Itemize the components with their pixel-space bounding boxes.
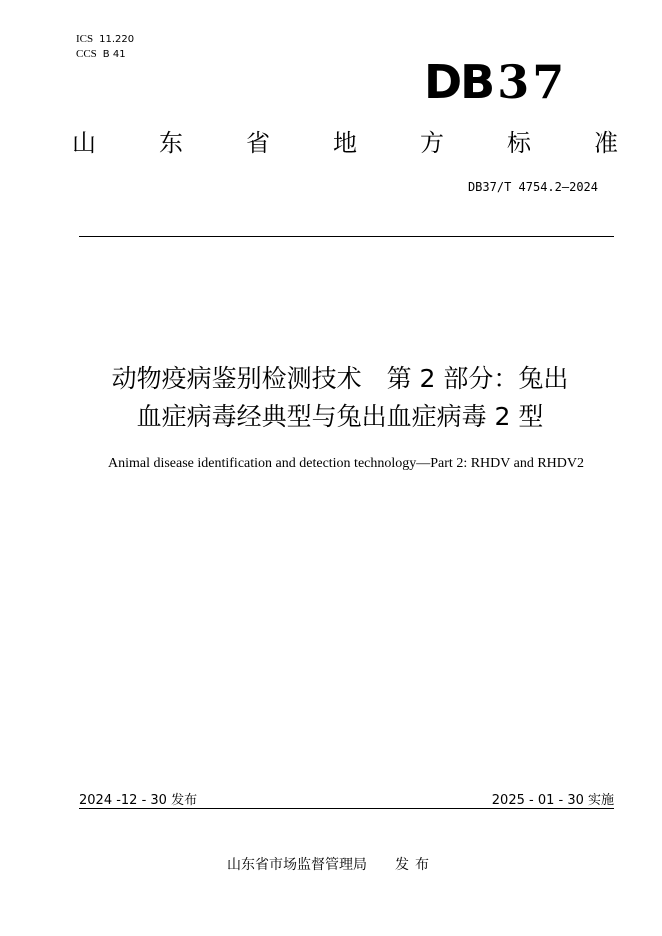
implement-date: 2025 - 01 - 30 实施 [491, 793, 614, 808]
standard-type-char: 方 [420, 129, 444, 157]
standard-type-char: 准 [594, 129, 618, 157]
ccs-value: B 41 [102, 49, 126, 60]
logo-number: 37 [497, 55, 568, 109]
logo-db: DB [424, 55, 494, 109]
footer-divider [79, 808, 614, 809]
ics-label: ICS [76, 33, 94, 45]
standard-type-heading [72, 128, 618, 158]
standard-type-char: 标 [507, 129, 531, 157]
ccs-label: CCS [76, 48, 97, 60]
classification-codes [76, 32, 134, 62]
standard-type-char: 省 [246, 129, 270, 157]
title-en: Animal disease identification and detection technology—Part 2: RHDV and RHDV2 [107, 456, 585, 471]
title-cn-line2: 血症病毒经典型与兔出血症病毒 2 型 [136, 402, 544, 431]
issuer [0, 854, 662, 874]
ics-code [76, 32, 134, 47]
ics-value: 11.220 [99, 34, 135, 45]
standard-type-char: 东 [159, 129, 183, 157]
publish-date: 2024 -12 - 30 发布 [79, 793, 198, 808]
header-divider [79, 236, 614, 237]
standard-type-char: 地 [333, 129, 357, 157]
standard-number: DB37/T 4754.2—2024 [467, 180, 598, 194]
ccs-code [76, 47, 134, 62]
title-cn-line1: 动物疫病鉴别检测技术 第 2 部分：兔出 [111, 364, 569, 393]
issuer-name: 山东省市场监督管理局 [227, 857, 367, 873]
issuer-action: 发布 [395, 857, 435, 873]
db37-logo [424, 56, 567, 108]
standard-type-char: 山 [72, 129, 96, 157]
